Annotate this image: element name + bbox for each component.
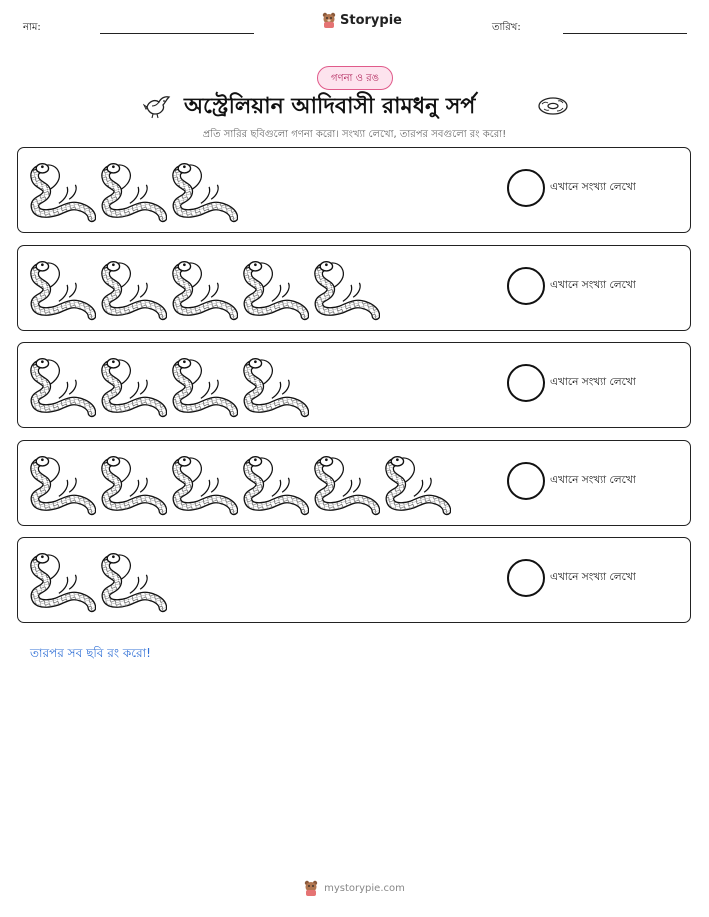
snake-icon bbox=[245, 262, 305, 316]
count-row-1 bbox=[17, 147, 691, 233]
snake-icon bbox=[245, 359, 305, 413]
category-badge: গণনা ও রঙ bbox=[317, 66, 393, 90]
name-line[interactable] bbox=[100, 33, 254, 34]
worksheet-header bbox=[0, 0, 709, 50]
snake-icon bbox=[103, 262, 163, 316]
answer-label: এখানে সংখ্যা লেখো bbox=[550, 376, 636, 388]
snake-icon bbox=[316, 262, 376, 316]
date-line[interactable] bbox=[563, 33, 687, 34]
site-footer bbox=[0, 880, 709, 896]
answer-circle[interactable] bbox=[507, 364, 545, 402]
brand-name: Storypie bbox=[340, 12, 402, 28]
snake-icon bbox=[103, 457, 163, 511]
answer-circle[interactable] bbox=[507, 169, 545, 207]
answer-circle[interactable] bbox=[507, 462, 545, 500]
snake-icon bbox=[316, 457, 376, 511]
bear-logo-icon bbox=[304, 880, 318, 896]
answer-label: এখানে সংখ্যা লেখো bbox=[550, 181, 636, 193]
snake-icon bbox=[174, 359, 234, 413]
snake-icon bbox=[103, 554, 163, 608]
snake-icon bbox=[174, 457, 234, 511]
count-row-5 bbox=[17, 537, 691, 623]
answer-circle[interactable] bbox=[507, 267, 545, 305]
title-row bbox=[0, 90, 709, 124]
snake-icon bbox=[32, 164, 92, 218]
answer-label: এখানে সংখ্যা লেখো bbox=[550, 571, 636, 583]
date-label: তারিখ: bbox=[492, 22, 521, 33]
answer-circle[interactable] bbox=[507, 559, 545, 597]
snake-group bbox=[30, 449, 456, 519]
snake-icon bbox=[32, 262, 92, 316]
page-title: অস্ট্রেলিয়ান আদিবাসী রামধনু সর্প bbox=[184, 94, 476, 119]
donut-icon bbox=[537, 95, 569, 117]
answer-label: এখানে সংখ্যা লেখো bbox=[550, 279, 636, 291]
count-row-4 bbox=[17, 440, 691, 526]
name-label: নাম: bbox=[23, 22, 41, 33]
bird-icon bbox=[143, 93, 173, 119]
snake-icon bbox=[103, 164, 163, 218]
answer-label: এখানে সংখ্যা লেখো bbox=[550, 474, 636, 486]
snake-icon bbox=[32, 359, 92, 413]
snake-icon bbox=[245, 457, 305, 511]
color-instruction: তারপর সব ছবি রং করো! bbox=[30, 646, 151, 660]
snake-icon bbox=[174, 262, 234, 316]
snake-icon bbox=[174, 164, 234, 218]
snake-group bbox=[30, 254, 385, 324]
instructions: প্রতি সারির ছবিগুলো গণনা করো। সংখ্যা লেখো, তারপর সবগুলো রং করো! bbox=[202, 129, 507, 140]
snake-group bbox=[30, 546, 172, 616]
snake-group bbox=[30, 156, 243, 226]
brand-logo bbox=[322, 12, 402, 28]
count-row-3 bbox=[17, 342, 691, 428]
snake-icon bbox=[387, 457, 447, 511]
snake-group bbox=[30, 351, 314, 421]
site-url: mystorypie.com bbox=[324, 882, 405, 894]
snake-icon bbox=[32, 457, 92, 511]
snake-icon bbox=[32, 554, 92, 608]
bear-logo-icon bbox=[322, 12, 336, 28]
snake-icon bbox=[103, 359, 163, 413]
count-row-2 bbox=[17, 245, 691, 331]
